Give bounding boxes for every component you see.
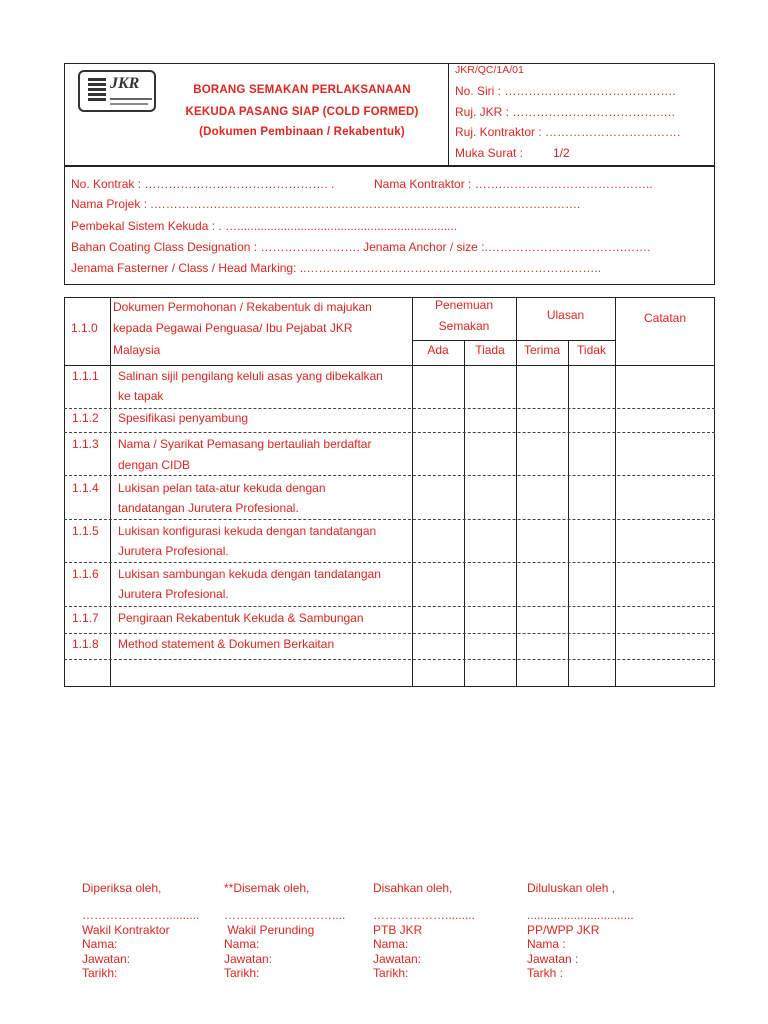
- col-ulasan: Ulasan: [546, 308, 585, 322]
- row-text-line1: Lukisan konfigurasi kekuda dengan tandatangan: [118, 524, 377, 538]
- row-number: 1.1.8: [72, 637, 99, 651]
- signature-heading: **Disemak oleh,: [224, 881, 310, 895]
- row-text-line1: Salinan sijil pengilang keluli asas yang dibekalkan: [118, 369, 383, 383]
- row-number: 1.1.5: [72, 524, 99, 538]
- signature-line: ………………………....: [224, 908, 346, 922]
- col-penemuan-line2: Semakan: [438, 319, 490, 333]
- signature-tarikh: Tarikh:: [224, 966, 260, 980]
- signature-heading: Disahkan oleh,: [373, 881, 453, 895]
- logo-text: JKR: [110, 75, 140, 92]
- signature-nama: Nama:: [373, 937, 409, 951]
- signature-jawatan: Jawatan:: [373, 952, 422, 966]
- row-text-line2: tandatangan Jurutera Profesional.: [118, 501, 299, 515]
- signature-jawatan: Jawatan:: [224, 952, 273, 966]
- col-ada: Ada: [427, 343, 449, 357]
- row-text-line1: Method statement & Dokumen Berkaitan: [118, 637, 335, 651]
- col-terima: Terima: [523, 343, 560, 357]
- row-text-line1: Lukisan sambungan kekuda dengan tandatangan: [118, 567, 381, 581]
- no-siri: No. Siri : …………………………………….: [455, 84, 676, 98]
- no-kontrak-field: No. Kontrak : ………………………………………. .: [71, 177, 335, 191]
- header-divider: [448, 63, 449, 166]
- form-title-line2: KEKUDA PASANG SIAP (COLD FORMED): [185, 106, 419, 118]
- signature-line: …………………..........: [82, 908, 200, 922]
- row-text-line1: Lukisan pelan tata-atur kekuda dengan: [118, 481, 326, 495]
- signature-role: PP/WPP JKR: [527, 923, 600, 937]
- section-number: 1.1.0: [71, 321, 98, 335]
- row-text-line1: Pengiraan Rekabentuk Kekuda & Sambungan: [118, 611, 364, 625]
- row-number: 1.1.7: [72, 611, 99, 625]
- col-penemuan-line1: Penemuan: [434, 298, 494, 312]
- nama-kontraktor-field: Nama Kontraktor : …….………………………………..: [374, 177, 653, 191]
- row-text-line1: Nama / Syarikat Pemasang bertauliah berdaftar: [118, 437, 372, 451]
- jenama-fasterner-field: Jenama Fasterner / Class / Head Marking: ..………………………………………………………………..: [71, 261, 602, 275]
- signature-line: ................................: [527, 908, 634, 922]
- signature-role: Wakil Perunding: [224, 923, 315, 937]
- ruj-jkr: Ruj. JKR : ……………………………….….: [455, 105, 676, 119]
- row-number: 1.1.1: [72, 369, 99, 383]
- signature-tarikh: Tarkh :: [527, 966, 564, 980]
- section-desc-line1: Dokumen Permohonan / Rekabentuk di majukan: [113, 300, 372, 314]
- signature-nama: Nama:: [224, 937, 260, 951]
- signature-nama: Nama :: [527, 937, 566, 951]
- row-number: 1.1.2: [72, 411, 99, 425]
- col-tiada: Tiada: [475, 343, 505, 357]
- signature-heading: Diperiksa oleh,: [82, 881, 162, 895]
- muka-surat-label: Muka Surat :: [455, 146, 524, 160]
- pembekal-field: Pembekal Sistem Kekuda : . …..................................................................: [71, 219, 458, 233]
- ruj-kontraktor: Ruj. Kontraktor : …………………………….: [455, 125, 681, 139]
- signature-jawatan: Jawatan:: [82, 952, 131, 966]
- section-desc-line2: kepada Pegawai Penguasa/ Ibu Pejabat JKR: [113, 321, 353, 335]
- logo-bars-icon: [88, 78, 106, 104]
- signature-tarikh: Tarikh:: [82, 966, 118, 980]
- row-text-line2: Jurutera Profesional.: [118, 544, 229, 558]
- row-text-line1: Spesifikasi penyambung: [118, 411, 249, 425]
- row-number: 1.1.4: [72, 481, 99, 495]
- col-catatan: Catatan: [643, 311, 687, 325]
- form-title-line3: (Dokumen Pembinaan / Rekabentuk): [199, 126, 405, 138]
- signature-heading: Diluluskan oleh ,: [527, 881, 616, 895]
- form-code: JKR/QC/1A/01: [455, 64, 524, 76]
- muka-surat-value: 1/2: [553, 146, 570, 160]
- signature-tarikh: Tarikh:: [373, 966, 409, 980]
- row-number: 1.1.6: [72, 567, 99, 581]
- row-text-line2: ke tapak: [118, 389, 164, 403]
- row-number: 1.1.3: [72, 437, 99, 451]
- signature-role: PTB JKR: [373, 923, 423, 937]
- signature-jawatan: Jawatan :: [527, 952, 579, 966]
- signature-line: ……………….........: [373, 908, 476, 922]
- section-desc-line3: Malaysia: [113, 343, 161, 357]
- jkr-logo: [78, 70, 156, 112]
- signature-nama: Nama:: [82, 937, 118, 951]
- row-text-line2: dengan CIDB: [118, 458, 191, 472]
- form-title-line1: BORANG SEMAKAN PERLAKSANAAN: [193, 84, 411, 96]
- row-text-line2: Jurutera Profesional.: [118, 587, 229, 601]
- signature-role: Wakil Kontraktor: [82, 923, 170, 937]
- bahan-coating-field: Bahan Coating Class Designation : ……………………. Jenama Anchor / size :.…………………………….…….: [71, 240, 651, 254]
- nama-projek-field: Nama Projek : .…………….……………………………………………………………………………….: [71, 197, 581, 211]
- col-tidak: Tidak: [577, 343, 606, 357]
